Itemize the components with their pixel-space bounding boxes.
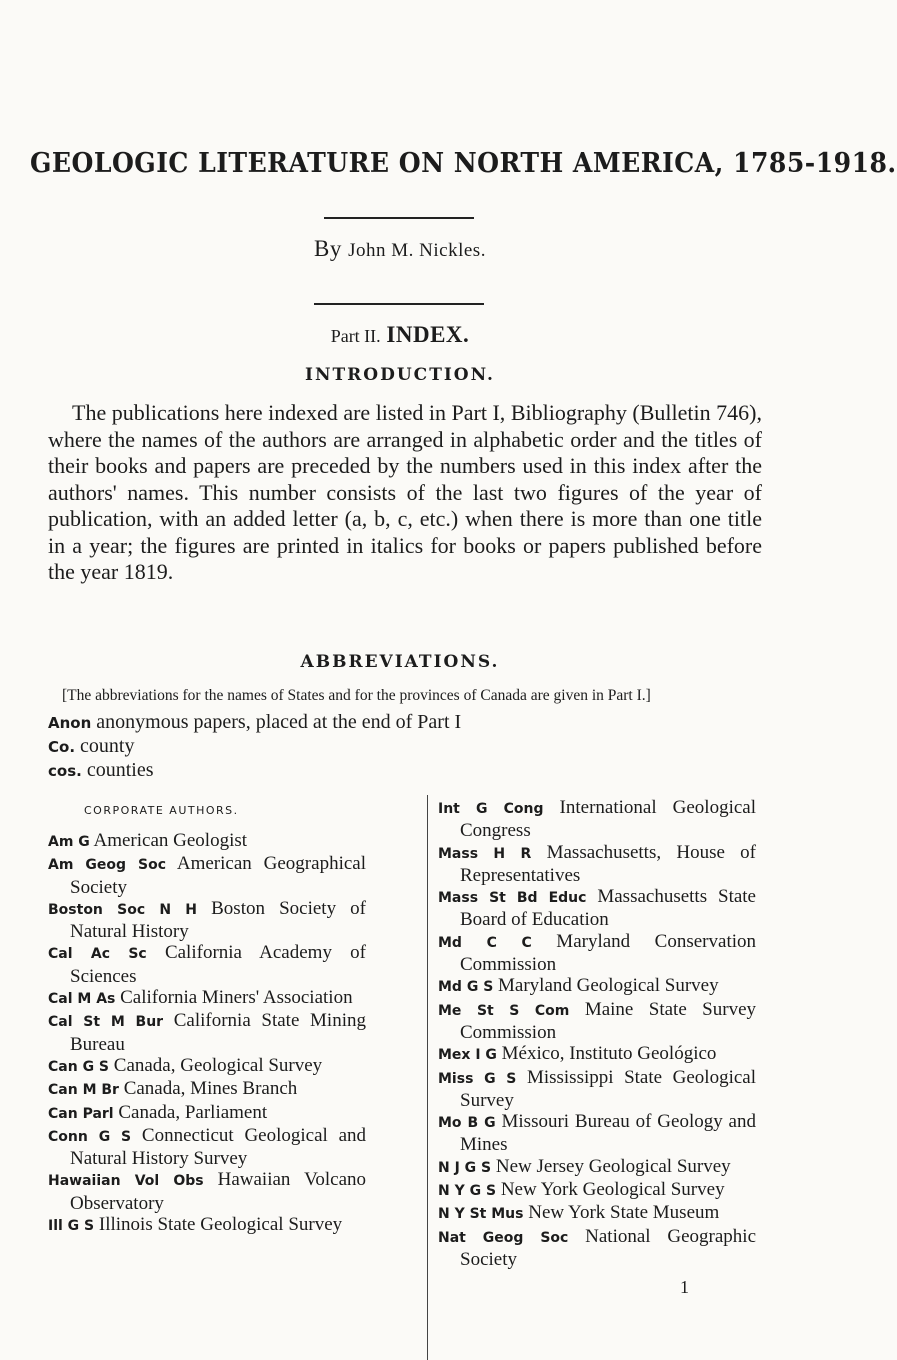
page-number: 1 (680, 1277, 689, 1297)
introduction-heading: INTRODUCTION. (305, 365, 495, 385)
list-item: Mex I G México, Instituto Geológico (438, 1043, 717, 1065)
part-title: INDEX. (386, 322, 470, 347)
part-heading (0, 322, 800, 348)
list-item: Can Parl Canada, Parliament (48, 1101, 268, 1123)
abbreviations-note: [The abbreviations for the names of States and for the provinces of Canada are given in Part I.] (62, 687, 651, 704)
byline-author: John M. Nickles. (348, 240, 486, 261)
list-item: Can M Br Canada, Mines Branch (48, 1078, 298, 1100)
list-item: Hawaiian Vol Obs Hawaiian Volcano Observatory (48, 1169, 367, 1214)
list-item: Md C C Maryland Conservation Commission (438, 930, 756, 976)
list-item: Conn G S Connecticut Geological and Natural History Survey (48, 1124, 366, 1170)
list-item: Me St S Com Maine State Survey Commission (438, 998, 757, 1043)
introduction-text: The publications here indexed are listed in Part I, Bibliography (Bulletin 746), where the names of the authors are arranged in alphabetic order and the titles of their books and papers are preceded by the numbers used in this index after the authors' names. This number consists of the last two figures of the year of publication, with an added letter (a, b, c, etc.) when there is more than one title in a year; the figures are printed in italics for books or papers published before the year 1819. (48, 400, 762, 584)
list-item: Boston Soc N H Boston Society of Natural History (48, 897, 366, 943)
page-title: GEOLOGIC LITERATURE ON NORTH AMERICA, 1785-1918. (30, 148, 897, 179)
list-item: N Y St Mus New York State Museum (438, 1202, 720, 1224)
list-item: Nat Geog Soc National Geographic Society (438, 1225, 757, 1270)
list-item: Anon anonymous papers, placed at the end of Part I (48, 711, 462, 733)
list-item: Miss G S Mississippi State Geological Survey (438, 1066, 757, 1111)
list-item: Cal M As California Miners' Association (48, 987, 353, 1009)
byline (0, 236, 800, 262)
list-item: Cal Ac Sc California Academy of Sciences (48, 942, 366, 987)
corporate-authors-left-column (48, 830, 366, 1237)
list-item: Co. county (48, 735, 135, 757)
list-item: N J G S New Jersey Geological Survey (438, 1155, 731, 1177)
list-item: cos. counties (48, 759, 154, 781)
list-item: Int G Cong International Geological Congress (438, 797, 756, 842)
column-divider (427, 795, 428, 1360)
list-item: Mo B G Missouri Bureau of Geology and Mines (438, 1111, 756, 1156)
list-item: Mass H R Massachusetts, House of Representatives (438, 841, 757, 886)
corporate-authors-right-column (438, 797, 756, 1270)
general-abbreviations-list (48, 711, 768, 783)
divider-rule (324, 217, 474, 219)
list-item: Can G S Canada, Geological Survey (48, 1054, 323, 1076)
list-item: Md G S Maryland Geological Survey (438, 975, 719, 997)
list-item: Mass St Bd Educ Massachusetts State Board of Education (438, 886, 756, 931)
part-label: Part II. (330, 326, 381, 346)
list-item: Ill G S Illinois State Geological Survey (48, 1214, 343, 1236)
divider-rule (314, 303, 484, 305)
list-item: Am G American Geologist (48, 830, 248, 851)
abbreviations-heading: ABBREVIATIONS. (300, 652, 500, 672)
list-item: N Y G S New York Geological Survey (438, 1179, 725, 1201)
list-item: Cal St M Bur California State Mining Bureau (48, 1010, 366, 1055)
list-item: Am Geog Soc American Geographical Society (48, 853, 366, 898)
byline-prefix: By (314, 236, 349, 261)
corporate-authors-heading: CORPORATE AUTHORS. (84, 804, 239, 817)
